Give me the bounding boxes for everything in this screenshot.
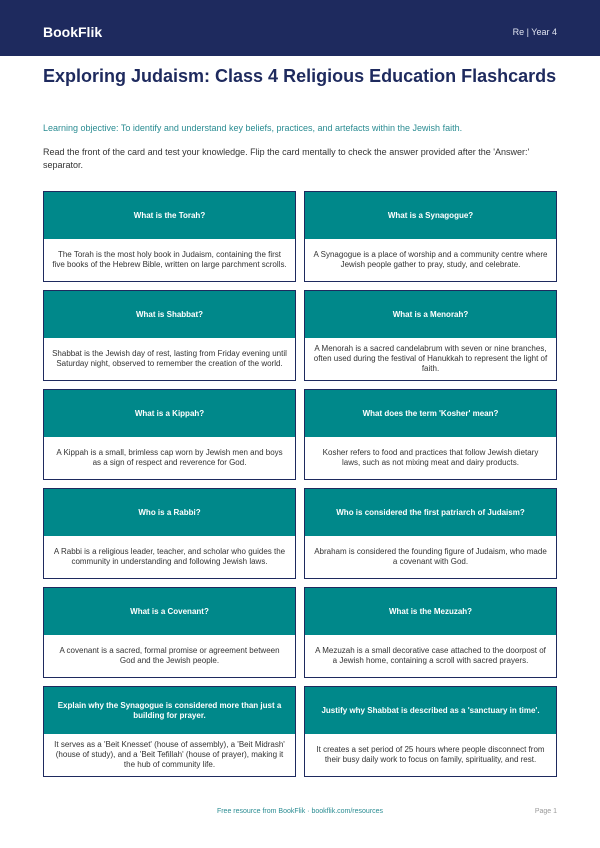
flashcard bbox=[304, 488, 557, 579]
flashcard-question: What does the term 'Kosher' mean? bbox=[305, 390, 556, 437]
flashcard-answer: Shabbat is the Jewish day of rest, lasting from Friday evening until Saturday night, observed to remember the creation of the world. bbox=[52, 349, 287, 368]
flashcard-question: Who is a Rabbi? bbox=[44, 489, 295, 536]
learning-objective: Learning objective: To identify and understand key beliefs, practices, and artefacts within the Jewish faith. bbox=[43, 123, 463, 133]
flashcard bbox=[43, 389, 296, 480]
flashcard-question: What is the Torah? bbox=[44, 192, 295, 239]
flashcard bbox=[304, 587, 557, 678]
flashcard-answer: A Kippah is a small, brimless cap worn by Jewish men and boys as a sign of respect and reverence for God. bbox=[56, 448, 283, 467]
flashcard-answer: A Synagogue is a place of worship and a community centre where Jewish people gather to pray, study, and celebrate. bbox=[313, 250, 548, 269]
flashcard bbox=[304, 686, 557, 777]
flashcard-answer: Kosher refers to food and practices that follow Jewish dietary laws, such as not mixing meat and dairy products. bbox=[322, 448, 539, 467]
flashcard bbox=[43, 488, 296, 579]
flashcard-question: What is Shabbat? bbox=[44, 291, 295, 338]
flashcard-answer: It serves as a 'Beit Knesset' (house of assembly), a 'Beit Midrash' (house of study), and a 'Beit Tefillah' (house of prayer), making it the hub of community life. bbox=[54, 740, 285, 769]
page-title: Exploring Judaism: Class 4 Religious Education Flashcards bbox=[43, 66, 557, 86]
flashcard-answer: The Torah is the most holy book in Judaism, containing the first five books of the Hebrew Bible, written on large parchment scrolls. bbox=[52, 250, 287, 269]
flashcard bbox=[304, 290, 557, 381]
flashcard bbox=[43, 587, 296, 678]
flashcard-question: What is a Menorah? bbox=[305, 291, 556, 338]
footer-link[interactable]: Free resource from BookFlik · bookflik.com/resources bbox=[216, 808, 384, 815]
page-number: Page 1 bbox=[534, 808, 557, 815]
flashcard-question: What is a Covenant? bbox=[44, 588, 295, 635]
flashcard bbox=[43, 686, 296, 777]
flashcard-answer: A Menorah is a sacred candelabrum with seven or nine branches, often used during the festival of Hanukkah to represent the light of faith. bbox=[313, 344, 548, 373]
flashcard bbox=[43, 290, 296, 381]
flashcard-question: What is the Mezuzah? bbox=[305, 588, 556, 635]
flashcard-answer: Abraham is considered the founding figure of Judaism, who made a covenant with God. bbox=[314, 547, 547, 566]
flashcard-question: Justify why Shabbat is described as a 'sanctuary in time'. bbox=[305, 687, 556, 734]
instructions: Read the front of the card and test your knowledge. Flip the card mentally to check the answer provided after the 'Answer:' separator. bbox=[43, 147, 530, 170]
subject-label: Re | Year 4 bbox=[512, 27, 557, 37]
flashcard-answer: A Mezuzah is a small decorative case attached to the doorpost of a Jewish home, containing a scroll with sacred prayers. bbox=[315, 646, 546, 665]
flashcard bbox=[43, 191, 296, 282]
flashcard-grid bbox=[43, 191, 557, 777]
flashcard-question: Who is considered the first patriarch of Judaism? bbox=[305, 489, 556, 536]
flashcard-question: What is a Synagogue? bbox=[305, 192, 556, 239]
flashcard-answer: A Rabbi is a religious leader, teacher, and scholar who guides the community in understanding and following Jewish laws. bbox=[53, 547, 286, 566]
flashcard bbox=[304, 389, 557, 480]
header-bar bbox=[0, 0, 600, 56]
flashcard-question: Explain why the Synagogue is considered more than just a building for prayer. bbox=[44, 687, 295, 734]
flashcard-answer: It creates a set period of 25 hours where people disconnect from their busy daily work to focus on family, spirituality, and rest. bbox=[316, 745, 545, 764]
flashcard-question: What is a Kippah? bbox=[44, 390, 295, 437]
flashcard bbox=[304, 191, 557, 282]
brand-logo-text[interactable]: BookFlik bbox=[43, 24, 103, 40]
flashcard-answer: A covenant is a sacred, formal promise or agreement between God and the Jewish people. bbox=[59, 646, 280, 665]
